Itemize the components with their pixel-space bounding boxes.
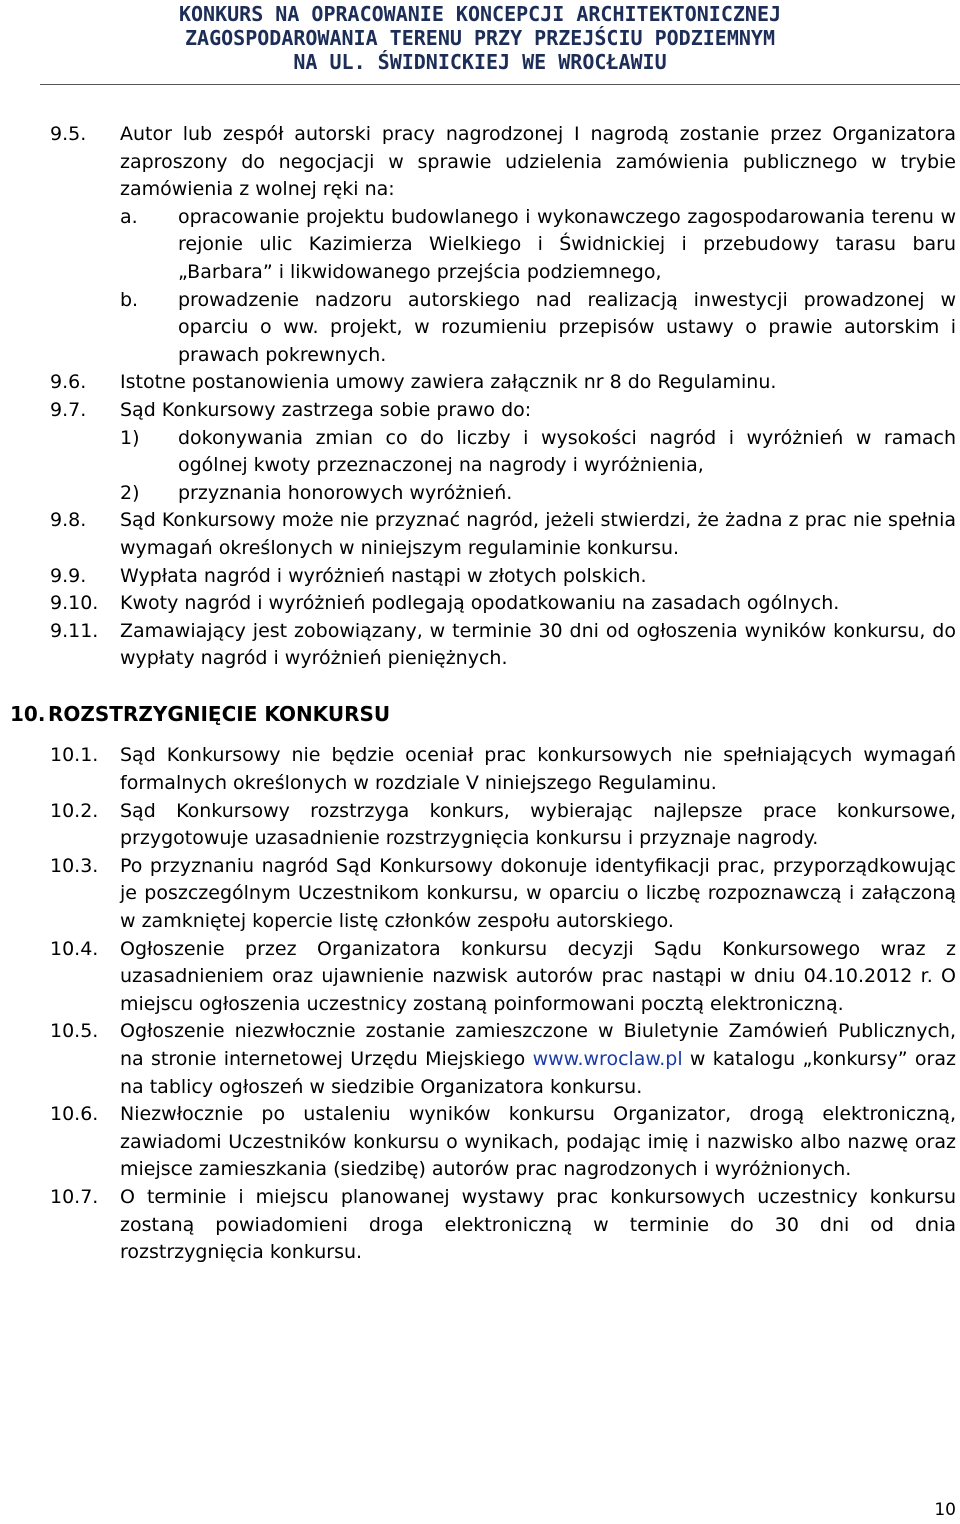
paragraph-10-7	[0, 1184, 960, 1267]
paragraph-10-2	[0, 798, 960, 853]
list-item-label: 1)	[120, 426, 140, 449]
paragraph-number: 9.7.	[50, 398, 87, 421]
list-item-text: przyznania honorowych wyróżnień.	[178, 481, 513, 504]
paragraph-text: Zamawiający jest zobowiązany, w terminie 30 dni od ogłoszenia wyników konkursu, do wypłaty nagród i wyróżnień pieniężnych.	[120, 619, 956, 670]
paragraph-number: 10.2.	[50, 799, 99, 822]
paragraph-9-6	[0, 369, 960, 397]
paragraph-10-1	[0, 742, 960, 797]
list-item-label: a.	[120, 205, 138, 228]
paragraph-text: Sąd Konkursowy rozstrzyga konkurs, wybierając najlepsze prace konkursowe, przygotowuje uzasadnienie rozstrzygnięcia konkursu i przyznaje nagrody.	[120, 799, 956, 850]
paragraph-text: Autor lub zespół autorski pracy nagrodzonej I nagrodą zostanie przez Organizatora zaproszony do negocjacji w sprawie udzielenia zamówienia publicznego w trybie zamówienia z wolnej ręki na:	[120, 123, 956, 201]
list-item	[0, 287, 960, 370]
website-link[interactable]: www.wroclaw.pl	[532, 1048, 683, 1070]
paragraph-number: 9.11.	[50, 619, 99, 642]
paragraph-9-11	[0, 618, 960, 673]
list-item	[0, 204, 960, 287]
paragraph-text: Sąd Konkursowy nie będzie oceniał prac konkursowych nie spełniających wymagań formalnych określonych w rozdziale V niniejszego Regulaminu.	[120, 744, 956, 795]
list-item-label: b.	[120, 288, 139, 311]
paragraph-10-3	[0, 853, 960, 936]
section-heading	[0, 701, 960, 729]
paragraph-9-7	[0, 397, 960, 507]
paragraph-text: Istotne postanowienia umowy zawiera załącznik nr 8 do Regulaminu.	[120, 371, 777, 394]
paragraph-text-part: Ogłoszenie niezwłocznie zostanie zamieszczone w Biuletynie Zamówień Publicznych, na stronie internetowej Urzędu Miejskiego	[120, 1020, 956, 1070]
document-header	[0, 0, 960, 88]
paragraph-9-8	[0, 507, 960, 562]
list-item-text: prowadzenie nadzoru autorskiego nad realizacją inwestycji prowadzonej w oparciu o ww. projekt, w rozumieniu przepisów ustawy o prawie autorskim i prawach pokrewnych.	[178, 288, 956, 366]
paragraph-number: 9.5.	[50, 123, 87, 145]
paragraph-number: 9.6.	[50, 371, 87, 394]
header-title-line-3: NA UL. ŚWIDNICKIEJ WE WROCŁAWIU	[293, 50, 667, 74]
paragraph-text: Sąd Konkursowy może nie przyznać nagród, jeżeli stwierdzi, że żadna z prac nie spełnia wymagań określonych w niniejszym regulaminie konkursu.	[120, 509, 956, 559]
paragraph-10-5	[0, 1018, 960, 1101]
list-item	[0, 425, 960, 480]
header-title-line-2: ZAGOSPODAROWANIA TERENU PRZY PRZEJŚCIU PODZIEMNYM	[184, 26, 775, 50]
paragraph-number: 9.10.	[50, 592, 99, 615]
paragraph-number: 9.8.	[50, 509, 87, 532]
paragraph-text-part: w katalogu „konkursy” oraz na tablicy ogłoszeń w siedzibie Organizatora konkursu.	[120, 1048, 956, 1098]
paragraph-number: 10.7.	[50, 1185, 99, 1208]
paragraph-number: 9.9.	[50, 564, 87, 587]
list-item	[0, 480, 960, 508]
document-body	[0, 121, 960, 1267]
list-item-text: dokonywania zmian co do liczby i wysokości nagród i wyróżnień w ramach ogólnej kwoty przeznaczonej na nagrody i wyróżnienia,	[178, 426, 956, 477]
header-title-line-1: KONKURS NA OPRACOWANIE KONCEPCJI ARCHITEKTONICZNEJ	[178, 2, 782, 26]
paragraph-10-4	[0, 936, 960, 1019]
paragraph-text: Sąd Konkursowy zastrzega sobie prawo do:	[120, 398, 532, 421]
paragraph-9-10	[0, 590, 960, 618]
section-number: 10.	[10, 701, 46, 726]
page-number: 10	[934, 1500, 956, 1520]
paragraph-text	[120, 1018, 956, 1101]
paragraph-text: Po przyznaniu nagród Sąd Konkursowy dokonuje identyfikacji prac, przyporządkowując je poszczególnym Uczestnikom konkursu, w oparciu o liczbę rozpoznawczą i załączoną w zamkniętej kopercie listę członków zespołu autorskiego.	[120, 854, 956, 933]
paragraph-number: 10.5.	[50, 1020, 99, 1043]
paragraph-number: 10.1.	[50, 744, 99, 767]
paragraph-text: O terminie i miejscu planowanej wystawy prac konkursowych uczestnicy konkursu zostaną powiadomieni droga elektroniczną w terminie do 30 dni od dnia rozstrzygnięcia konkursu.	[120, 1185, 956, 1264]
paragraph-9-9	[0, 563, 960, 591]
list-item-label: 2)	[120, 481, 140, 504]
paragraph-text: Niezwłocznie po ustaleniu wyników konkursu Organizator, drogą elektroniczną, zawiadomi Uczestników konkursu o wynikach, podając imię i nazwisko albo nazwę oraz miejsce zamieszkania (siedzibę) autorów prac nagrodzonych i wyróżnionych.	[120, 1103, 956, 1181]
header-divider	[40, 84, 960, 85]
list-item-text: opracowanie projektu budowlanego i wykonawczego zagospodarowania terenu w rejonie ulic Kazimierza Wielkiego i Świdnickiej i przebudowy tarasu baru „Barbara” i likwidowanego przejścia podziemnego,	[178, 205, 956, 283]
section-title: ROZSTRZYGNIĘCIE KONKURSU	[48, 701, 391, 726]
paragraph-10-6	[0, 1101, 960, 1184]
paragraph-text: Wypłata nagród i wyróżnień nastąpi w złotych polskich.	[120, 564, 647, 587]
paragraph-number: 10.6.	[50, 1103, 99, 1126]
paragraph-9-5	[0, 121, 960, 369]
paragraph-text: Ogłoszenie przez Organizatora konkursu decyzji Sądu Konkursowego wraz z uzasadnieniem oraz ujawnienie nazwisk autorów prac nastąpi w dniu 04.10.2012 r. O miejscu ogłoszenia uczestnicy zostaną poinformowani pocztą elektroniczną.	[120, 937, 956, 1015]
paragraph-number: 10.4.	[50, 937, 99, 960]
paragraph-text: Kwoty nagród i wyróżnień podlegają opodatkowaniu na zasadach ogólnych.	[120, 592, 840, 615]
paragraph-number: 10.3.	[50, 854, 99, 877]
